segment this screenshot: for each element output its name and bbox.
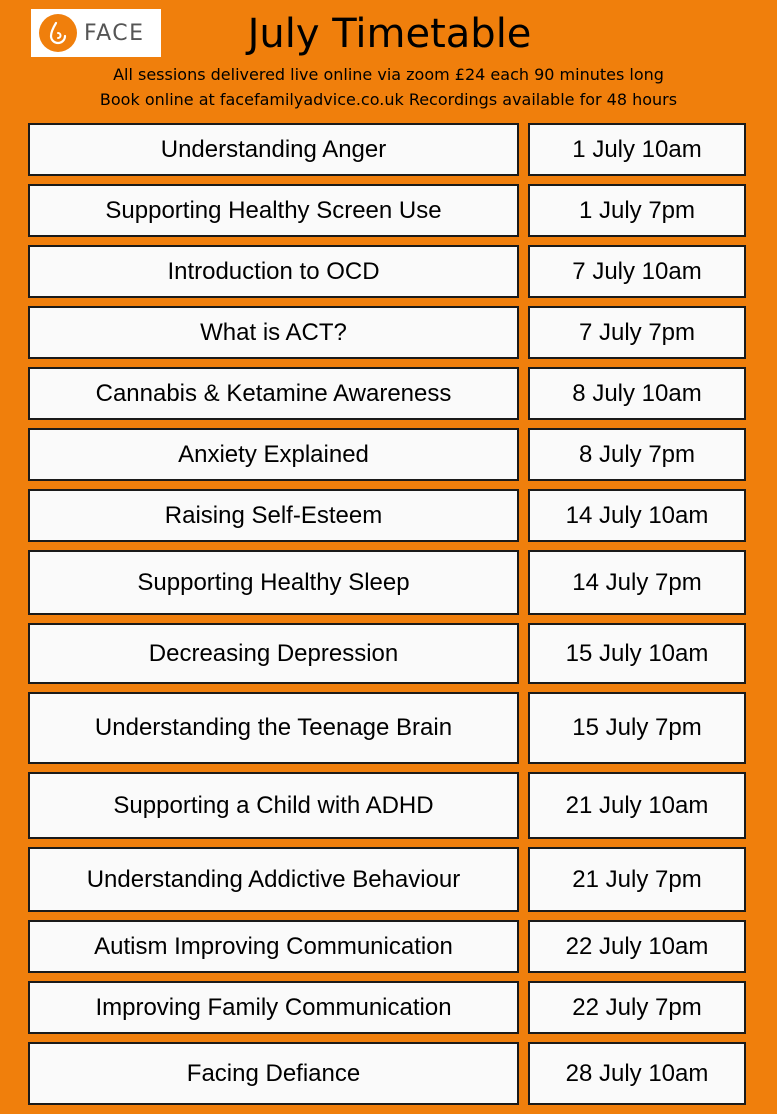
- session-date: 15 July 7pm: [528, 692, 746, 764]
- page-title: July Timetable: [247, 11, 532, 57]
- session-title: What is ACT?: [28, 306, 519, 359]
- session-row: [28, 847, 746, 912]
- session-date: 21 July 7pm: [528, 847, 746, 912]
- session-title: Raising Self-Esteem: [28, 489, 519, 542]
- session-title: Decreasing Depression: [28, 623, 519, 684]
- session-row: [28, 981, 746, 1034]
- session-row: [28, 367, 746, 420]
- session-date: 1 July 10am: [528, 123, 746, 176]
- session-title: Improving Family Communication: [28, 981, 519, 1034]
- session-row: [28, 428, 746, 481]
- session-title: Understanding Anger: [28, 123, 519, 176]
- session-date: 8 July 7pm: [528, 428, 746, 481]
- subtitle-booking: Book online at facefamilyadvice.co.uk Recordings available for 48 hours: [99, 90, 678, 109]
- session-row: [28, 184, 746, 237]
- session-row: [28, 1042, 746, 1105]
- session-title: Cannabis & Ketamine Awareness: [28, 367, 519, 420]
- session-date: 22 July 7pm: [528, 981, 746, 1034]
- session-date: 22 July 10am: [528, 920, 746, 973]
- session-title: Understanding the Teenage Brain: [28, 692, 519, 764]
- session-date: 8 July 10am: [528, 367, 746, 420]
- session-date: 14 July 7pm: [528, 550, 746, 615]
- session-row: [28, 772, 746, 839]
- session-title: Anxiety Explained: [28, 428, 519, 481]
- session-title: Supporting Healthy Sleep: [28, 550, 519, 615]
- session-row: [28, 920, 746, 973]
- subtitle-delivery: All sessions delivered live online via zoom £24 each 90 minutes long: [113, 65, 664, 84]
- session-title: Supporting a Child with ADHD: [28, 772, 519, 839]
- session-date: 7 July 7pm: [528, 306, 746, 359]
- session-date: 28 July 10am: [528, 1042, 746, 1105]
- session-date: 14 July 10am: [528, 489, 746, 542]
- session-row: [28, 692, 746, 764]
- session-row: [28, 489, 746, 542]
- session-title: Supporting Healthy Screen Use: [28, 184, 519, 237]
- session-row: [28, 550, 746, 615]
- session-row: [28, 306, 746, 359]
- session-title: Facing Defiance: [28, 1042, 519, 1105]
- session-date: 1 July 7pm: [528, 184, 746, 237]
- logo-text: FACE: [84, 20, 145, 46]
- session-date: 15 July 10am: [528, 623, 746, 684]
- session-title: Autism Improving Communication: [28, 920, 519, 973]
- session-row: [28, 623, 746, 684]
- session-row: [28, 245, 746, 298]
- session-date: 21 July 10am: [528, 772, 746, 839]
- session-row: [28, 123, 746, 176]
- session-date: 7 July 10am: [528, 245, 746, 298]
- session-title: Introduction to OCD: [28, 245, 519, 298]
- session-title: Understanding Addictive Behaviour: [28, 847, 519, 912]
